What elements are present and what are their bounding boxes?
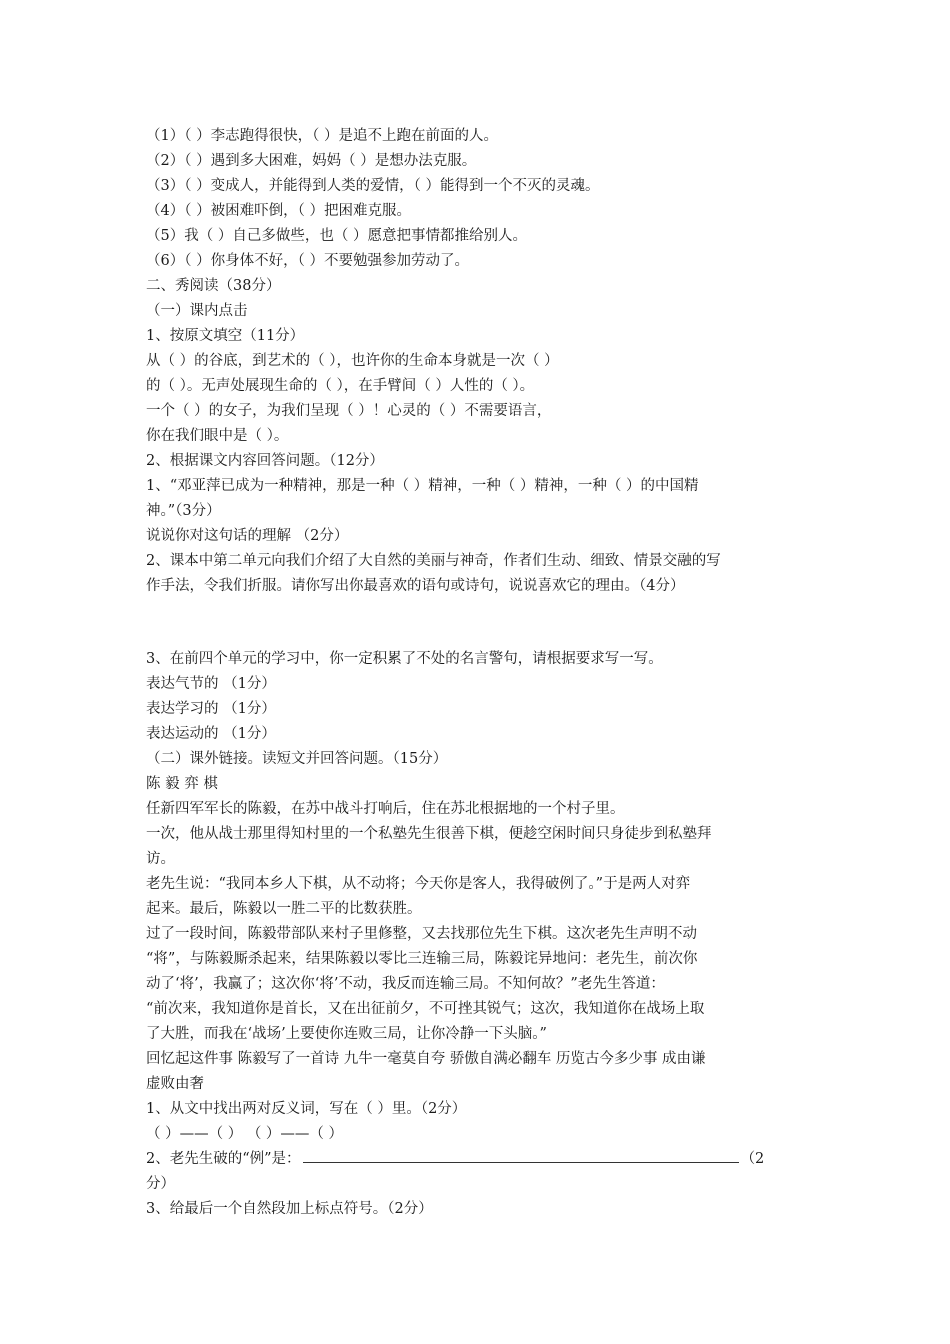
question-heading: 2、根据课文内容回答问题。（12分） xyxy=(146,453,384,469)
fill-blank-line: 从（ ）的谷底，到艺术的（ ），也许你的生命本身就是一次（ ） xyxy=(146,353,559,369)
question-line: 1、从文中找出两对反义词，写在（ ）里。（2分） xyxy=(146,1101,467,1117)
item-2-line: （2）（ ）遇到多大困难，妈妈（ ）是想办法克服。 xyxy=(146,153,477,169)
question-line: 分） xyxy=(146,1176,175,1192)
question-line: 2、课本中第二单元向我们介绍了大自然的美丽与神奇，作者们生动、细致、情景交融的写 xyxy=(146,553,721,569)
passage-line: 起来。最后，陈毅以一胜二平的比数获胜。 xyxy=(146,901,422,917)
passage-line: 一次，他从战士那里得知村里的一个私塾先生很善下棋，便趁空闲时间只身徒步到私塾拜 xyxy=(146,826,712,842)
passage-line: 过了一段时间，陈毅带部队来村子里修整，又去找那位先生下棋。这次老先生声明不动 xyxy=(146,926,697,942)
fill-blank-line: 的（ ）。无声处展现生命的（ ），在手臂间（ ）人性的（ ）。 xyxy=(146,378,535,394)
passage-line: 回忆起这件事 陈毅写了一首诗 九牛一毫莫自夸 骄傲自满必翻车 历览古今多少事 成由谦 xyxy=(146,1051,706,1067)
item-1-line: （1）（ ）李志跑得很快，（ ）是追不上跑在前面的人。 xyxy=(146,128,498,144)
subsection-heading: （一）课内点击 xyxy=(146,303,248,319)
answer-space xyxy=(146,599,810,647)
passage-line: 虚败由奢 xyxy=(146,1076,204,1092)
question-heading: 3、在前四个单元的学习中，你一定积累了不处的名言警句，请根据要求写一写。 xyxy=(146,651,663,667)
question-line: 3、给最后一个自然段加上标点符号。（2分） xyxy=(146,1201,433,1217)
question-line xyxy=(146,1147,810,1172)
question-heading: 1、按原文填空（11分） xyxy=(146,328,305,344)
question-line: 1、“邓亚萍已成为一种精神，那是一种（ ）精神，一种（ ）精神，一种（ ）的中国精 xyxy=(146,478,699,494)
fill-blank-line: 一个（ ）的女子，为我们呈现（ ）！心灵的（ ）不需要语言， xyxy=(146,403,552,419)
question-prefix: 2、老先生破的“例”是： xyxy=(146,1151,301,1167)
passage-line: 访。 xyxy=(146,851,175,867)
answer-blank[interactable] xyxy=(303,1148,739,1163)
passage-title: 陈 毅 弈 棋 xyxy=(146,776,218,792)
item-5-line: （5）我（ ）自己多做些，也（ ）愿意把事情都推给别人。 xyxy=(146,228,527,244)
question-line: （ ）——（ ） （ ）——（ ） xyxy=(146,1126,344,1142)
fill-blank-line: 你在我们眼中是（ ）。 xyxy=(146,428,289,444)
passage-line: 老先生说：“我同本乡人下棋，从不动将；今天你是客人，我得破例了。”于是两人对弈 xyxy=(146,876,691,892)
passage-line: 任新四军军长的陈毅，在苏中战斗打响后，住在苏北根据地的一个村子里。 xyxy=(146,801,625,817)
item-4-line: （4）（ ）被困难吓倒，（ ）把困难克服。 xyxy=(146,203,411,219)
item-6-line: （6）（ ）你身体不好，（ ）不要勉强参加劳动了。 xyxy=(146,253,469,269)
passage-line: 了大胜，而我在‘战场’上要使你连败三局，让你冷静一下头脑。” xyxy=(146,1026,547,1042)
passage-line: 动了‘将’，我赢了；这次你‘将’不动，我反而连输三局。不知何故？”老先生答道： xyxy=(146,976,665,992)
subsection-heading: （二）课外链接。读短文并回答问题。（15分） xyxy=(146,751,448,767)
item-3-line: （3）（ ）变成人，并能得到人类的爱情，（ ）能得到一个不灭的灵魂。 xyxy=(146,178,600,194)
question-line: 说说你对这句话的理解 （2分） xyxy=(146,528,349,544)
passage-line: “前次来，我知道你是首长，又在出征前夕，不可挫其锐气；这次，我知道你在战场上取 xyxy=(146,1001,705,1017)
question-line: 作手法，令我们折服。请你写出你最喜欢的语句或诗句，说说喜欢它的理由。（4分） xyxy=(146,578,685,594)
question-line: 表达运动的 （1分） xyxy=(146,726,276,742)
question-line: 表达气节的 （1分） xyxy=(146,676,276,692)
question-line: 神。”（3分） xyxy=(146,503,221,519)
section-heading: 二、秀阅读（38分） xyxy=(146,278,281,294)
page-content xyxy=(146,124,810,1222)
question-suffix: （2 xyxy=(740,1151,765,1167)
question-line: 表达学习的 （1分） xyxy=(146,701,276,717)
passage-line: “将”，与陈毅厮杀起来，结果陈毅以零比三连输三局，陈毅诧异地问：老先生，前次你 xyxy=(146,951,698,967)
